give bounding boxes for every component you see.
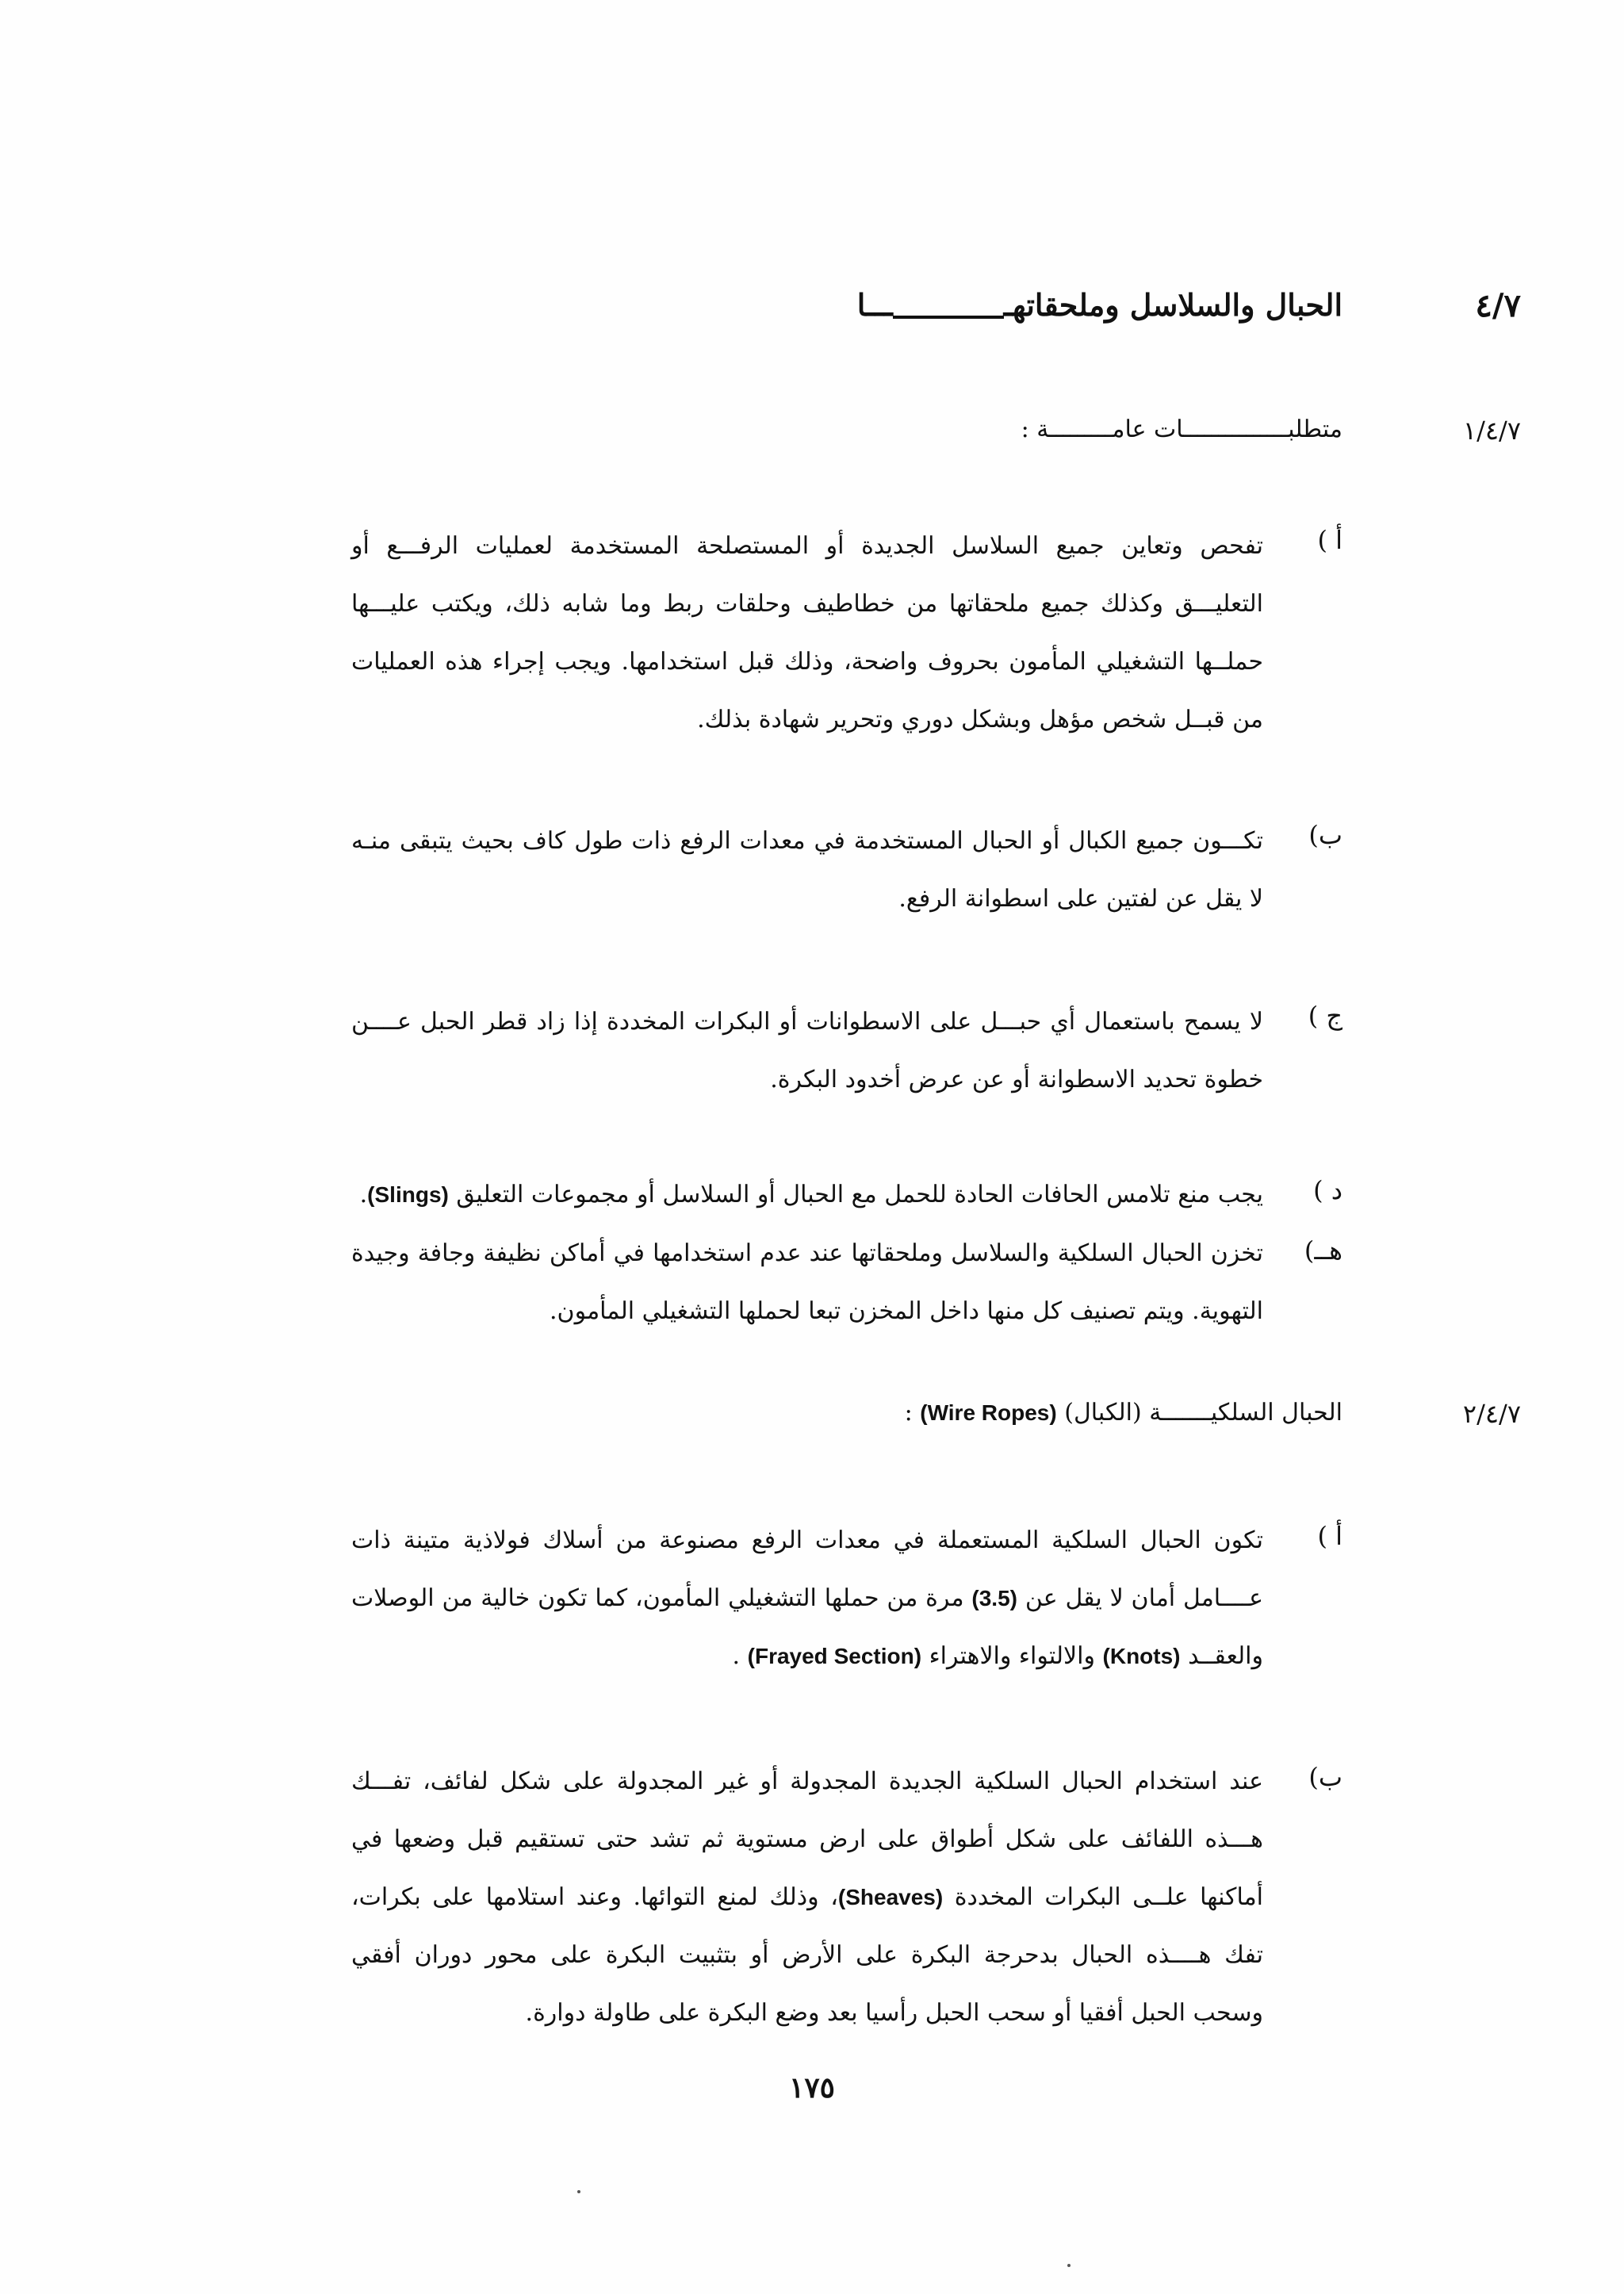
paragraph-2a-text-2: مرة من حملها التشغيلي المأمون، كما تكون خالية من الوصلات والعقــد xyxy=(351,1584,1263,1670)
section-title-tail: ـــا xyxy=(856,287,893,323)
safety-factor-value: (3.5) xyxy=(971,1586,1017,1610)
paragraph-c-drum-groove: لا يسمح باستعمال أي حبـــل على الاسطوانات أو البكرات المخددة إذا زاد قطر الحبل عــــن خطوة تحديد الاسطوانة أو عن عرض أخدود البكرة. xyxy=(351,1008,1263,1093)
section-title-text: الحبال والسلاسل وملحقاتهـ xyxy=(1003,287,1342,323)
subsection-2-number: ٢/٤/٧ xyxy=(1462,1399,1521,1429)
paragraph-2a-steel-wire xyxy=(351,1511,1263,1685)
term-frayed-section: (Frayed Section) xyxy=(747,1644,922,1668)
section-number: ٤/٧ xyxy=(1475,287,1521,324)
section-title xyxy=(857,287,1342,323)
paragraph-2a-text-1: تكون الحبال السلكية المستعملة في معدات الرفع مصنوعة من أسلاك فولاذية متينة ذات عــــامل أمان لا يقل عن xyxy=(351,1526,1263,1612)
paragraph-2b-text-2: ، وذلك لمنع التوائها. وعند استلامها على بكرات، تفك هــــذه الحبال بدحرجة البكرة على الأرض أو بتثبيت البكرة على محور دوران أفقي وسحب الحبل أفقيا أو سحب الحبل رأسيا بعد وضع البكرة على طاولة دوارة. xyxy=(351,1883,1263,2027)
title-underline-stroke xyxy=(893,298,1004,319)
term-knots: (Knots) xyxy=(1102,1644,1181,1668)
item-label-e: هــ) xyxy=(1304,1235,1342,1266)
term-sheaves: (Sheaves) xyxy=(837,1885,944,1909)
paragraph-d-sharp-edges xyxy=(351,1166,1263,1224)
subsection-1-number: ١/٤/٧ xyxy=(1462,416,1521,446)
paragraph-d-end: . xyxy=(359,1181,368,1208)
term-wire-ropes: (Wire Ropes) xyxy=(920,1400,1057,1425)
scan-speck xyxy=(577,2190,580,2193)
subsection-1-title: متطلبـــــــــــــــات عامـــــــــة : xyxy=(1021,416,1342,443)
item-label-d: د ) xyxy=(1313,1175,1342,1205)
paragraph-2a-text-3: والالتواء والاهتراء xyxy=(929,1642,1095,1670)
item-label-2a: أ ) xyxy=(1317,1521,1342,1551)
scan-speck xyxy=(1067,2264,1071,2267)
page-number: ١٧٥ xyxy=(788,2071,835,2104)
term-slings: (Slings) xyxy=(367,1182,449,1207)
paragraph-d-text: يجب منع تلامس الحافات الحادة للحمل مع الحبال أو السلاسل أو مجموعات التعليق xyxy=(456,1181,1263,1208)
item-label-b: ب) xyxy=(1308,820,1342,850)
item-label-c: ج ) xyxy=(1308,1001,1342,1031)
paragraph-2b-text-1: عند استخدام الحبال السلكية الجديدة المجدولة أو غير المجدولة على شكل لفائف، تفـــك هـــذه اللفائف على شكل أطواق على ارض مستوية ثم تشد حتى تستقيم قبل وضعها في أماكنها علــى البكرات المخددة xyxy=(351,1767,1263,1911)
paragraph-a-inspection: تفحص وتعاين جميع السلاسل الجديدة أو المستصلحة المستخدمة لعمليات الرفـــع أو التعليـــق وكذلك جميع ملحقاتها من خطاطيف وحلقات ربط وما شابه ذلك، ويكتب عليـــها حملــها التشغيلي المأمون بحروف واضحة، وذلك قبل استخدامها. ويجب إجراء هذه العمليات من قبــل شخص مؤهل وبشكل دوري وتحرير شهادة بذلك. xyxy=(351,532,1263,733)
item-label-2b: ب) xyxy=(1308,1762,1342,1792)
paragraph-2b-coils xyxy=(351,1752,1263,2042)
paragraph-e-storage: تخزن الحبال السلكية والسلاسل وملحقاتها عند عدم استخدامها في أماكن نظيفة وجافة وجيدة التهوية. ويتم تصنيف كل منها داخل المخزن تبعا لحملها التشغيلي المأمون. xyxy=(351,1239,1263,1325)
subsection-2-colon: : xyxy=(904,1399,913,1427)
subsection-2-title-text: الحبال السلكيـــــــة (الكبال) xyxy=(1064,1399,1342,1427)
paragraph-2a-end: . xyxy=(732,1642,741,1670)
subsection-2-title xyxy=(905,1399,1342,1427)
paragraph-b-rope-length: تكـــون جميع الكبال أو الحبال المستخدمة في معدات الرفع ذات طول كاف بحيث يتبقى منـه لا يقل عن لفتين على اسطوانة الرفع. xyxy=(351,827,1263,913)
item-label-a: أ ) xyxy=(1317,525,1342,555)
